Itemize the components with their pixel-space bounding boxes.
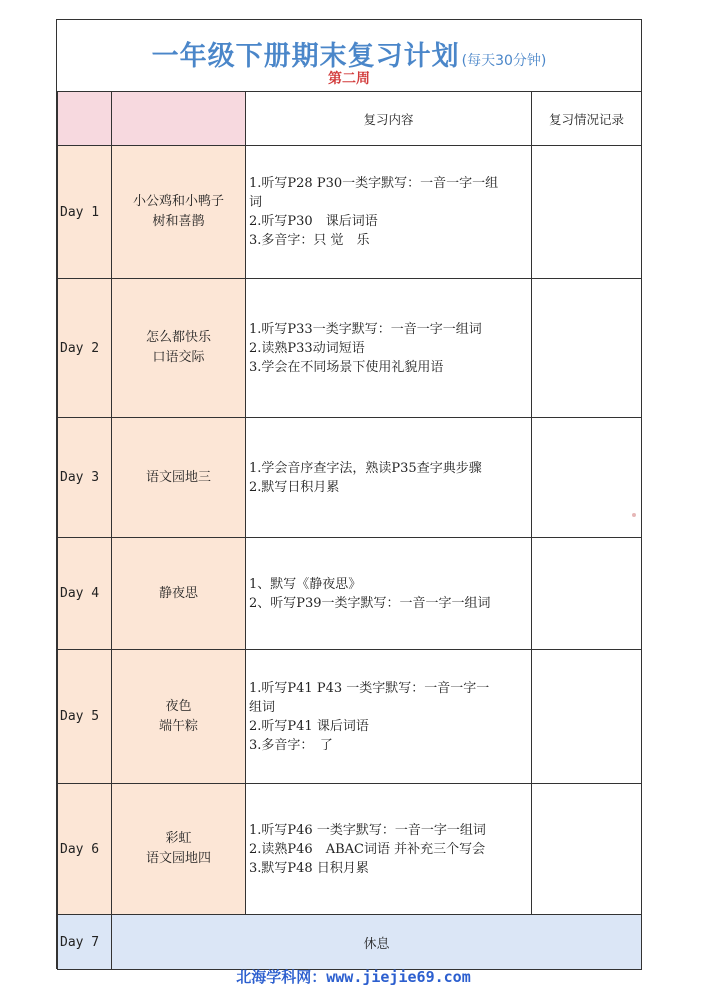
content-line: 3.多音字： 了 xyxy=(249,737,333,753)
record-cell[interactable] xyxy=(532,538,642,650)
table-row xyxy=(58,279,642,418)
record-cell[interactable] xyxy=(532,146,642,279)
content-line: 2.读熟P46 ABAC词语 并补充三个写会 xyxy=(249,841,486,857)
header-row xyxy=(58,92,642,146)
content-line: 1.学会音序查字法，熟读P35查字典步骤 xyxy=(249,460,482,476)
content-line: 组词 xyxy=(249,699,276,715)
rest-row xyxy=(58,915,642,970)
content-line: 3.多音字：只 觉 乐 xyxy=(249,233,370,248)
lesson-cell xyxy=(112,279,246,418)
scan-speck xyxy=(632,513,636,517)
rest-label: 休息 xyxy=(112,915,642,970)
day-label: Day 2 xyxy=(58,279,112,418)
day-label: Day 5 xyxy=(58,650,112,784)
record-cell[interactable] xyxy=(532,279,642,418)
week-subtitle: 第二周 xyxy=(328,71,370,87)
lesson-title: 语文园地四 xyxy=(145,851,211,866)
content-line: 2.听写P41 课后词语 xyxy=(249,718,369,734)
content-line: 1.听写P33一类字默写：一音一字一组词 xyxy=(249,321,482,337)
table-row xyxy=(58,784,642,915)
lesson-cell xyxy=(112,538,246,650)
table-row xyxy=(58,650,642,784)
day-label: Day 3 xyxy=(58,418,112,538)
lesson-cell xyxy=(112,418,246,538)
plan-table xyxy=(57,91,642,970)
header-record-cell: 复习情况记录 xyxy=(532,92,642,146)
content-line: 1.听写P28 P30一类字默写：一音一字一组 xyxy=(249,176,499,191)
footer-watermark[interactable] xyxy=(0,966,707,987)
content-cell xyxy=(246,784,532,915)
title-note: (每天30分钟) xyxy=(461,53,547,69)
content-line: 2、听写P39一类字默写：一音一字一组词 xyxy=(249,595,491,611)
lesson-title: 语文园地三 xyxy=(145,469,211,485)
page-title: 一年级下册期末复习计划 xyxy=(151,41,460,72)
content-line: 2.默写日积月累 xyxy=(249,479,340,495)
content-cell xyxy=(246,279,532,418)
lesson-cell xyxy=(112,650,246,784)
day-label: Day 1 xyxy=(58,146,112,279)
lesson-cell xyxy=(112,146,246,279)
record-cell[interactable] xyxy=(532,784,642,915)
content-line: 2.听写P30 课后词语 xyxy=(249,214,378,229)
header-content-cell: 复习内容 xyxy=(246,92,532,146)
table-row xyxy=(58,418,642,538)
content-cell xyxy=(246,418,532,538)
lesson-title: 怎么都快乐 xyxy=(145,330,211,345)
content-cell xyxy=(246,650,532,784)
footer-url[interactable]: www.jiejie69.com xyxy=(326,968,471,986)
content-line: 3.默写P48 日积月累 xyxy=(249,860,369,876)
lesson-title: 小公鸡和小鸭子 xyxy=(132,194,224,209)
table-row xyxy=(58,538,642,650)
content-line: 1.听写P41 P43 一类字默写：一音一字一 xyxy=(249,680,490,696)
day-label: Day 6 xyxy=(58,784,112,915)
content-cell xyxy=(246,538,532,650)
header-day-cell xyxy=(58,92,112,146)
content-cell xyxy=(246,146,532,279)
lesson-title: 口语交际 xyxy=(152,350,205,365)
day-label: Day 7 xyxy=(58,915,112,970)
content-line: 1、默写《静夜思》 xyxy=(249,576,362,592)
header-lesson-cell xyxy=(112,92,246,146)
lesson-title: 夜色 xyxy=(165,698,192,714)
content-line: 1.听写P46 一类字默写：一音一字一组词 xyxy=(249,822,486,838)
content-line: 词 xyxy=(249,195,263,210)
review-plan-sheet xyxy=(56,19,642,969)
lesson-title: 端午粽 xyxy=(158,718,198,734)
record-cell[interactable] xyxy=(532,418,642,538)
lesson-cell xyxy=(112,784,246,915)
footer-site-name: 北海学科网： xyxy=(236,968,327,986)
record-cell[interactable] xyxy=(532,650,642,784)
lesson-title: 树和喜鹊 xyxy=(152,214,205,229)
content-line: 2.读熟P33动词短语 xyxy=(249,340,365,356)
day-label: Day 4 xyxy=(58,538,112,650)
table-row xyxy=(58,146,642,279)
lesson-title: 彩虹 xyxy=(165,831,192,846)
content-line: 3.学会在不同场景下使用礼貌用语 xyxy=(249,359,444,375)
title-box xyxy=(57,20,641,92)
lesson-title: 静夜思 xyxy=(158,585,198,601)
